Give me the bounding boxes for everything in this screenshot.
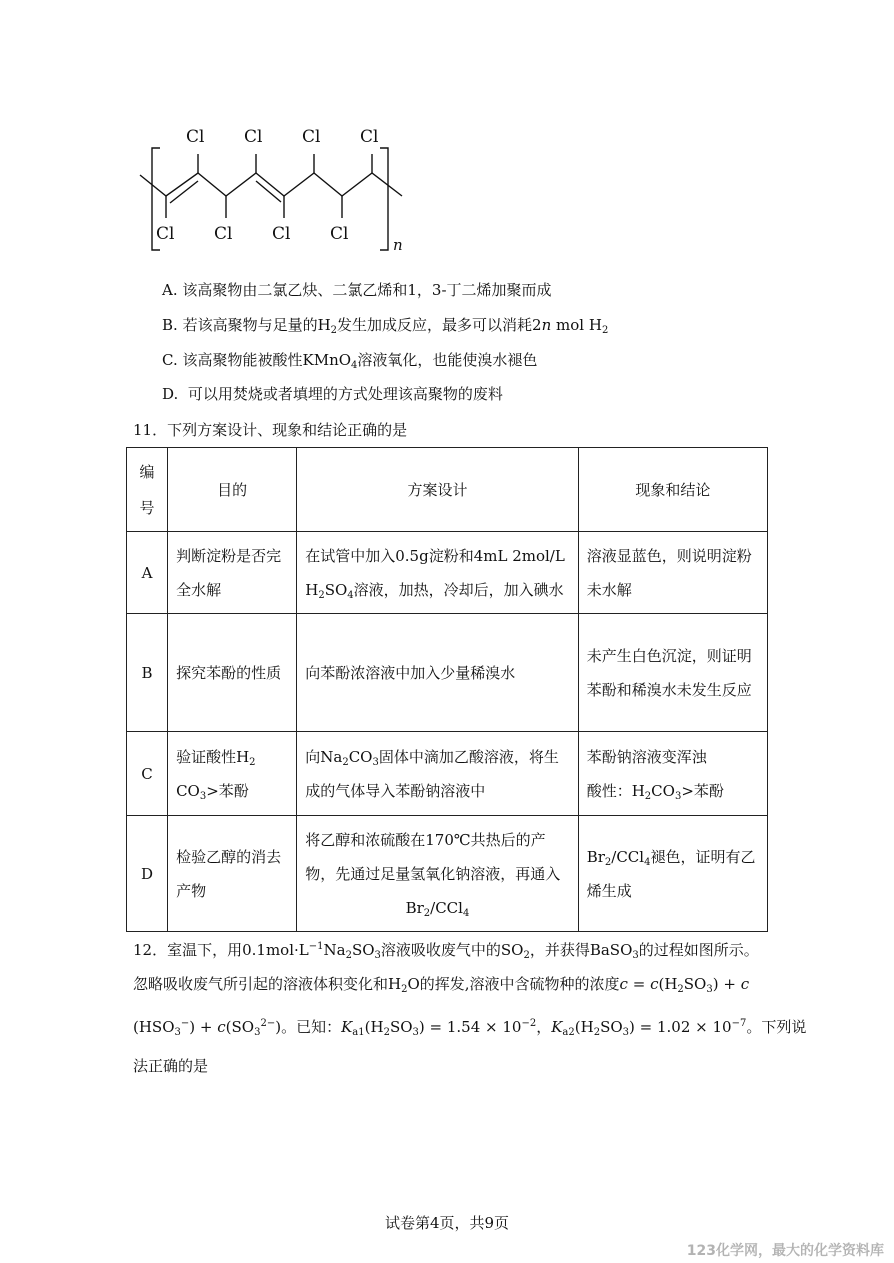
header-plan: 方案设计 bbox=[297, 448, 578, 532]
row-result: 未产生白色沉淀，则证明苯酚和稀溴水未发生反应 bbox=[578, 614, 767, 732]
option-b: B. 若该高聚物与足量的$H_2$发生加成反应，最多可以消耗2n mol $H_2$ bbox=[162, 316, 609, 336]
header-id: 编号 bbox=[127, 448, 168, 532]
table-row bbox=[127, 732, 768, 816]
row-aim: 检验乙醇的消去产物 bbox=[168, 816, 297, 932]
q12-line-2: 忽略吸收废气所引起的溶液体积变化和$H_2O$的挥发,溶液中含硫物种的浓度$c = c(H_2SO_3) + c$ bbox=[133, 975, 750, 995]
row-plan: 向苯酚浓溶液中加入少量稀溴水 bbox=[297, 614, 578, 732]
repeat-subscript: n bbox=[393, 236, 403, 254]
row-id: B bbox=[127, 614, 168, 732]
cl-label: Cl bbox=[156, 224, 175, 244]
row-plan: 将乙醇和浓硫酸在170℃共热后的产物，先通过足量氢氧化钠溶液，再通入 $Br_2/CCl_4$ bbox=[297, 816, 578, 932]
cl-label: Cl bbox=[214, 224, 233, 244]
watermark: 123化学网，最大的化学资料库 bbox=[686, 1243, 884, 1259]
row-plan: 在试管中加入0.5g淀粉和4mL 2mol/L $H_2SO_4$溶液，加热，冷却后，加入碘水 bbox=[297, 532, 578, 614]
q12-line-3: $(HSO_3^-) + c(SO_3^{2-})$。已知：$K_{a1}(H_2SO_3) = 1.54 \times 10^{-2}$，$K_{a2}(H_2SO_3) = 1.02 \times 10^{-7}$。下列说 bbox=[133, 1018, 807, 1038]
q12-line-4: 法正确的是 bbox=[133, 1057, 209, 1075]
cl-label: Cl bbox=[302, 127, 321, 147]
table-row bbox=[127, 614, 768, 732]
row-id: C bbox=[127, 732, 168, 816]
table-row bbox=[127, 816, 768, 932]
option-a: A. 该高聚物由二氯乙炔、二氯乙烯和1，3-丁二烯加聚而成 bbox=[162, 281, 552, 299]
q11-stem: 11．下列方案设计、现象和结论正确的是 bbox=[133, 421, 408, 439]
header-aim: 目的 bbox=[168, 448, 297, 532]
table-header-row bbox=[127, 448, 768, 532]
table-row bbox=[127, 532, 768, 614]
row-id: D bbox=[127, 816, 168, 932]
row-result: 溶液显蓝色，则说明淀粉未水解 bbox=[578, 532, 767, 614]
polymer-structure bbox=[130, 118, 420, 258]
row-result: $Br_2/CCl_4$褪色，证明有乙烯生成 bbox=[578, 816, 767, 932]
row-result: 苯酚钠溶液变浑浊 酸性：$H_2CO_3>$苯酚 bbox=[578, 732, 767, 816]
row-aim: 探究苯酚的性质 bbox=[168, 614, 297, 732]
cl-label: Cl bbox=[244, 127, 263, 147]
row-aim: 验证酸性$H_2$ $CO_3>$苯酚 bbox=[168, 732, 297, 816]
option-c: C. 该高聚物能被酸性KMnO$_4$溶液氧化，也能使溴水褪色 bbox=[162, 351, 538, 371]
header-result: 现象和结论 bbox=[578, 448, 767, 532]
cl-label: Cl bbox=[186, 127, 205, 147]
cl-label: Cl bbox=[330, 224, 349, 244]
q12-line-1: 12．室温下，用$0.1mol\cdot L^{-1}Na_2SO_3$溶液吸收废气中的$SO_2$，并获得BaSO$_3$的过程如图所示。 bbox=[133, 941, 759, 961]
cl-label: Cl bbox=[360, 127, 379, 147]
row-id: A bbox=[127, 532, 168, 614]
q11-table bbox=[126, 447, 768, 932]
row-plan: 向$Na_2CO_3$固体中滴加乙酸溶液，将生成的气体导入苯酚钠溶液中 bbox=[297, 732, 578, 816]
row-aim: 判断淀粉是否完全水解 bbox=[168, 532, 297, 614]
cl-label: Cl bbox=[272, 224, 291, 244]
option-d: D. 可以用焚烧或者填埋的方式处理该高聚物的废料 bbox=[162, 385, 503, 403]
page-footer: 试卷第4页，共9页 bbox=[384, 1214, 510, 1232]
